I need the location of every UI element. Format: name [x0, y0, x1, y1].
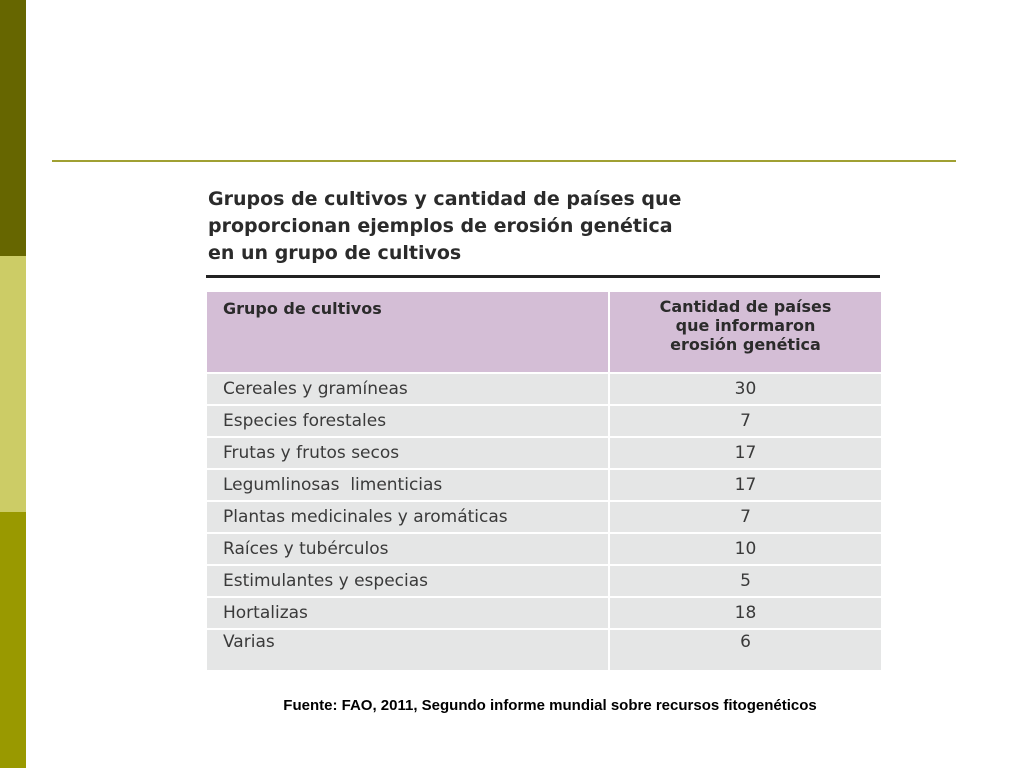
- header-line: que informaron: [675, 316, 816, 335]
- crop-group-cell: Cereales y gramíneas: [207, 373, 609, 405]
- sidebar-segment-top: [0, 0, 26, 256]
- crop-group-cell: Varias: [207, 629, 609, 670]
- crop-group-cell: Especies forestales: [207, 405, 609, 437]
- crop-group-cell: Hortalizas: [207, 597, 609, 629]
- table-header-row: [207, 292, 881, 373]
- crop-group-cell: Estimulantes y especias: [207, 565, 609, 597]
- title-underline: [206, 275, 880, 278]
- table-title: [208, 186, 828, 267]
- table-row: [207, 437, 881, 469]
- title-line: Grupos de cultivos y cantidad de países que: [208, 188, 682, 210]
- crop-group-cell: Frutas y frutos secos: [207, 437, 609, 469]
- header-line: Cantidad de países: [659, 297, 832, 316]
- header-line: erosión genética: [670, 335, 821, 354]
- crop-group-cell: Legumlinosas limenticias: [207, 469, 609, 501]
- table-row: [207, 565, 881, 597]
- crop-erosion-table: [207, 292, 881, 670]
- country-count-cell: 30: [609, 373, 881, 405]
- table-row: [207, 597, 881, 629]
- crop-group-cell: Plantas medicinales y aromáticas: [207, 501, 609, 533]
- table-row: [207, 501, 881, 533]
- country-count-cell: 5: [609, 565, 881, 597]
- table-row: [207, 533, 881, 565]
- title-line: proporcionan ejemplos de erosión genética: [208, 215, 673, 237]
- country-count-cell: 17: [609, 437, 881, 469]
- country-count-cell: 10: [609, 533, 881, 565]
- header-country-count: [609, 292, 881, 373]
- country-count-cell: 7: [609, 405, 881, 437]
- source-citation: Fuente: FAO, 2011, Segundo informe mundial sobre recursos fitogenéticos: [283, 697, 817, 714]
- sidebar-segment-bottom: [0, 512, 26, 768]
- crop-group-cell: Raíces y tubérculos: [207, 533, 609, 565]
- table-row: [207, 629, 881, 670]
- country-count-cell: 6: [609, 629, 881, 670]
- country-count-cell: 17: [609, 469, 881, 501]
- sidebar-segment-middle: [0, 256, 26, 512]
- title-line: en un grupo de cultivos: [208, 242, 462, 264]
- table-row: [207, 373, 881, 405]
- header-crop-group: Grupo de cultivos: [207, 292, 609, 373]
- top-divider: [52, 160, 956, 162]
- table-row: [207, 405, 881, 437]
- table-row: [207, 469, 881, 501]
- country-count-cell: 18: [609, 597, 881, 629]
- country-count-cell: 7: [609, 501, 881, 533]
